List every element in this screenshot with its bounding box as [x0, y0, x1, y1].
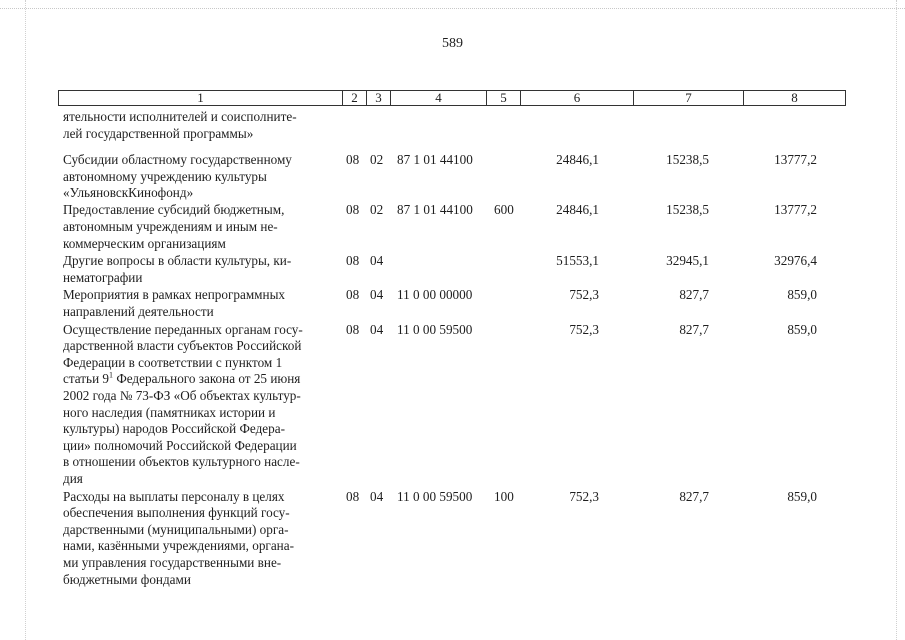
amount-column-7: 32945,1: [666, 253, 709, 269]
description-line: автономным учреждениям и иным не-: [63, 219, 278, 235]
subsection-code: 04: [370, 287, 384, 303]
description-line: Расходы на выплаты персоналу в целях: [63, 488, 285, 504]
subsection-code: 04: [370, 321, 384, 337]
amount-column-8: 859,0: [787, 287, 817, 303]
section-code: 08: [346, 152, 360, 168]
description-line: Осуществление переданных органам госу-: [63, 321, 303, 337]
subsection-code: 02: [370, 152, 384, 168]
target-article-code: 11 0 00 59500: [397, 488, 473, 504]
section-code: 08: [346, 321, 360, 337]
subsection-code: 02: [370, 202, 384, 218]
statute-text-rest: Федерального закона от 25 июня: [113, 371, 301, 387]
amount-column-7: 15238,5: [666, 152, 709, 168]
section-code: 08: [346, 253, 360, 269]
description-line: бюджетными фондами: [63, 571, 191, 587]
header-cell-4: 4: [391, 91, 487, 105]
description-line: ятельности исполнителей и соисполните-: [63, 109, 297, 124]
subsection-code: 04: [370, 253, 384, 269]
table-row: [0, 109, 905, 142]
statute-superscript: 1: [109, 371, 114, 381]
description-line: нематографии: [63, 269, 143, 285]
row-description: [63, 322, 336, 488]
description-line: культуры) народов Российской Федера-: [63, 421, 285, 437]
header-cell-6: 6: [521, 91, 634, 105]
table-row: [0, 287, 905, 320]
description-line: ного наследия (памятниках истории и: [63, 404, 276, 420]
row-description: [63, 253, 336, 286]
amount-column-8: 859,0: [787, 321, 817, 337]
table-row: [0, 152, 905, 202]
description-line: Субсидии областному государственному: [63, 152, 292, 168]
row-description: [63, 287, 336, 320]
amount-column-6: 752,3: [569, 488, 599, 504]
amount-column-8: 859,0: [787, 488, 817, 504]
description-line: автономному учреждению культуры: [63, 168, 267, 184]
description-line: ми управления государственными вне-: [63, 554, 282, 570]
description-line-statute: [63, 371, 336, 388]
table-body: [0, 109, 905, 588]
table-row: [0, 253, 905, 286]
row-description: [63, 202, 336, 252]
header-cell-3: 3: [367, 91, 391, 105]
amount-column-6: 51553,1: [556, 253, 599, 269]
amount-column-8: 13777,2: [774, 202, 817, 218]
description-line: лей государственной программы»: [63, 125, 254, 141]
expense-type-code: 600: [494, 202, 514, 218]
header-cell-5: 5: [487, 91, 521, 105]
description-line: нами, казёнными учреждениями, органа-: [63, 538, 294, 554]
description-line: дарственной власти субъектов Российской: [63, 338, 302, 354]
section-code: 08: [346, 488, 360, 504]
amount-column-6: 24846,1: [556, 202, 599, 218]
amount-column-6: 752,3: [569, 321, 599, 337]
row-description: [63, 489, 336, 589]
description-line: Другие вопросы в области культуры, ки-: [63, 253, 292, 269]
description-line: ции» полномочий Российской Федерации: [63, 437, 297, 453]
description-line: дия: [63, 470, 83, 486]
target-article-code: 87 1 01 44100: [397, 152, 473, 168]
amount-column-8: 32976,4: [774, 253, 817, 269]
row-description: [63, 152, 336, 202]
description-line: Мероприятия в рамках непрограммных: [63, 287, 286, 303]
amount-column-6: 752,3: [569, 287, 599, 303]
scan-border-top: [0, 8, 905, 9]
subsection-code: 04: [370, 488, 384, 504]
description-line: коммерческим организациям: [63, 235, 226, 251]
amount-column-8: 13777,2: [774, 152, 817, 168]
section-code: 08: [346, 287, 360, 303]
target-article-code: 87 1 01 44100: [397, 202, 473, 218]
table-row: [0, 202, 905, 252]
description-line: в отношении объектов культурного насле-: [63, 454, 300, 470]
header-cell-8: 8: [791, 90, 798, 105]
header-cell-2: 2: [343, 91, 367, 105]
amount-column-6: 24846,1: [556, 152, 599, 168]
header-cell-1: 1: [59, 91, 343, 105]
table-row: [0, 322, 905, 488]
table-row: [0, 489, 905, 589]
description-line: направлений деятельности: [63, 304, 214, 320]
header-cell-7: 7: [634, 91, 744, 105]
description-line: 2002 года № 73-ФЗ «Об объектах культур-: [63, 388, 301, 403]
amount-column-7: 827,7: [679, 488, 709, 504]
section-code: 08: [346, 202, 360, 218]
target-article-code: 11 0 00 59500: [397, 321, 473, 337]
description-line: дарственными (муниципальными) орга-: [63, 521, 289, 537]
description-line: Предоставление субсидий бюджетным,: [63, 202, 285, 218]
amount-column-7: 827,7: [679, 287, 709, 303]
table-header-row: [58, 90, 846, 106]
row-description: [63, 109, 336, 142]
amount-column-7: 827,7: [679, 321, 709, 337]
description-line: обеспечения выполнения функций госу-: [63, 505, 290, 521]
statute-text: статьи 9: [63, 371, 110, 387]
description-line: «УльяновскКинофонд»: [63, 185, 194, 201]
description-line: Федерации в соответствии с пунктом 1: [63, 354, 283, 370]
target-article-code: 11 0 00 00000: [397, 287, 473, 303]
expense-type-code: 100: [494, 488, 514, 504]
amount-column-7: 15238,5: [666, 202, 709, 218]
page-number: 589: [442, 36, 463, 51]
